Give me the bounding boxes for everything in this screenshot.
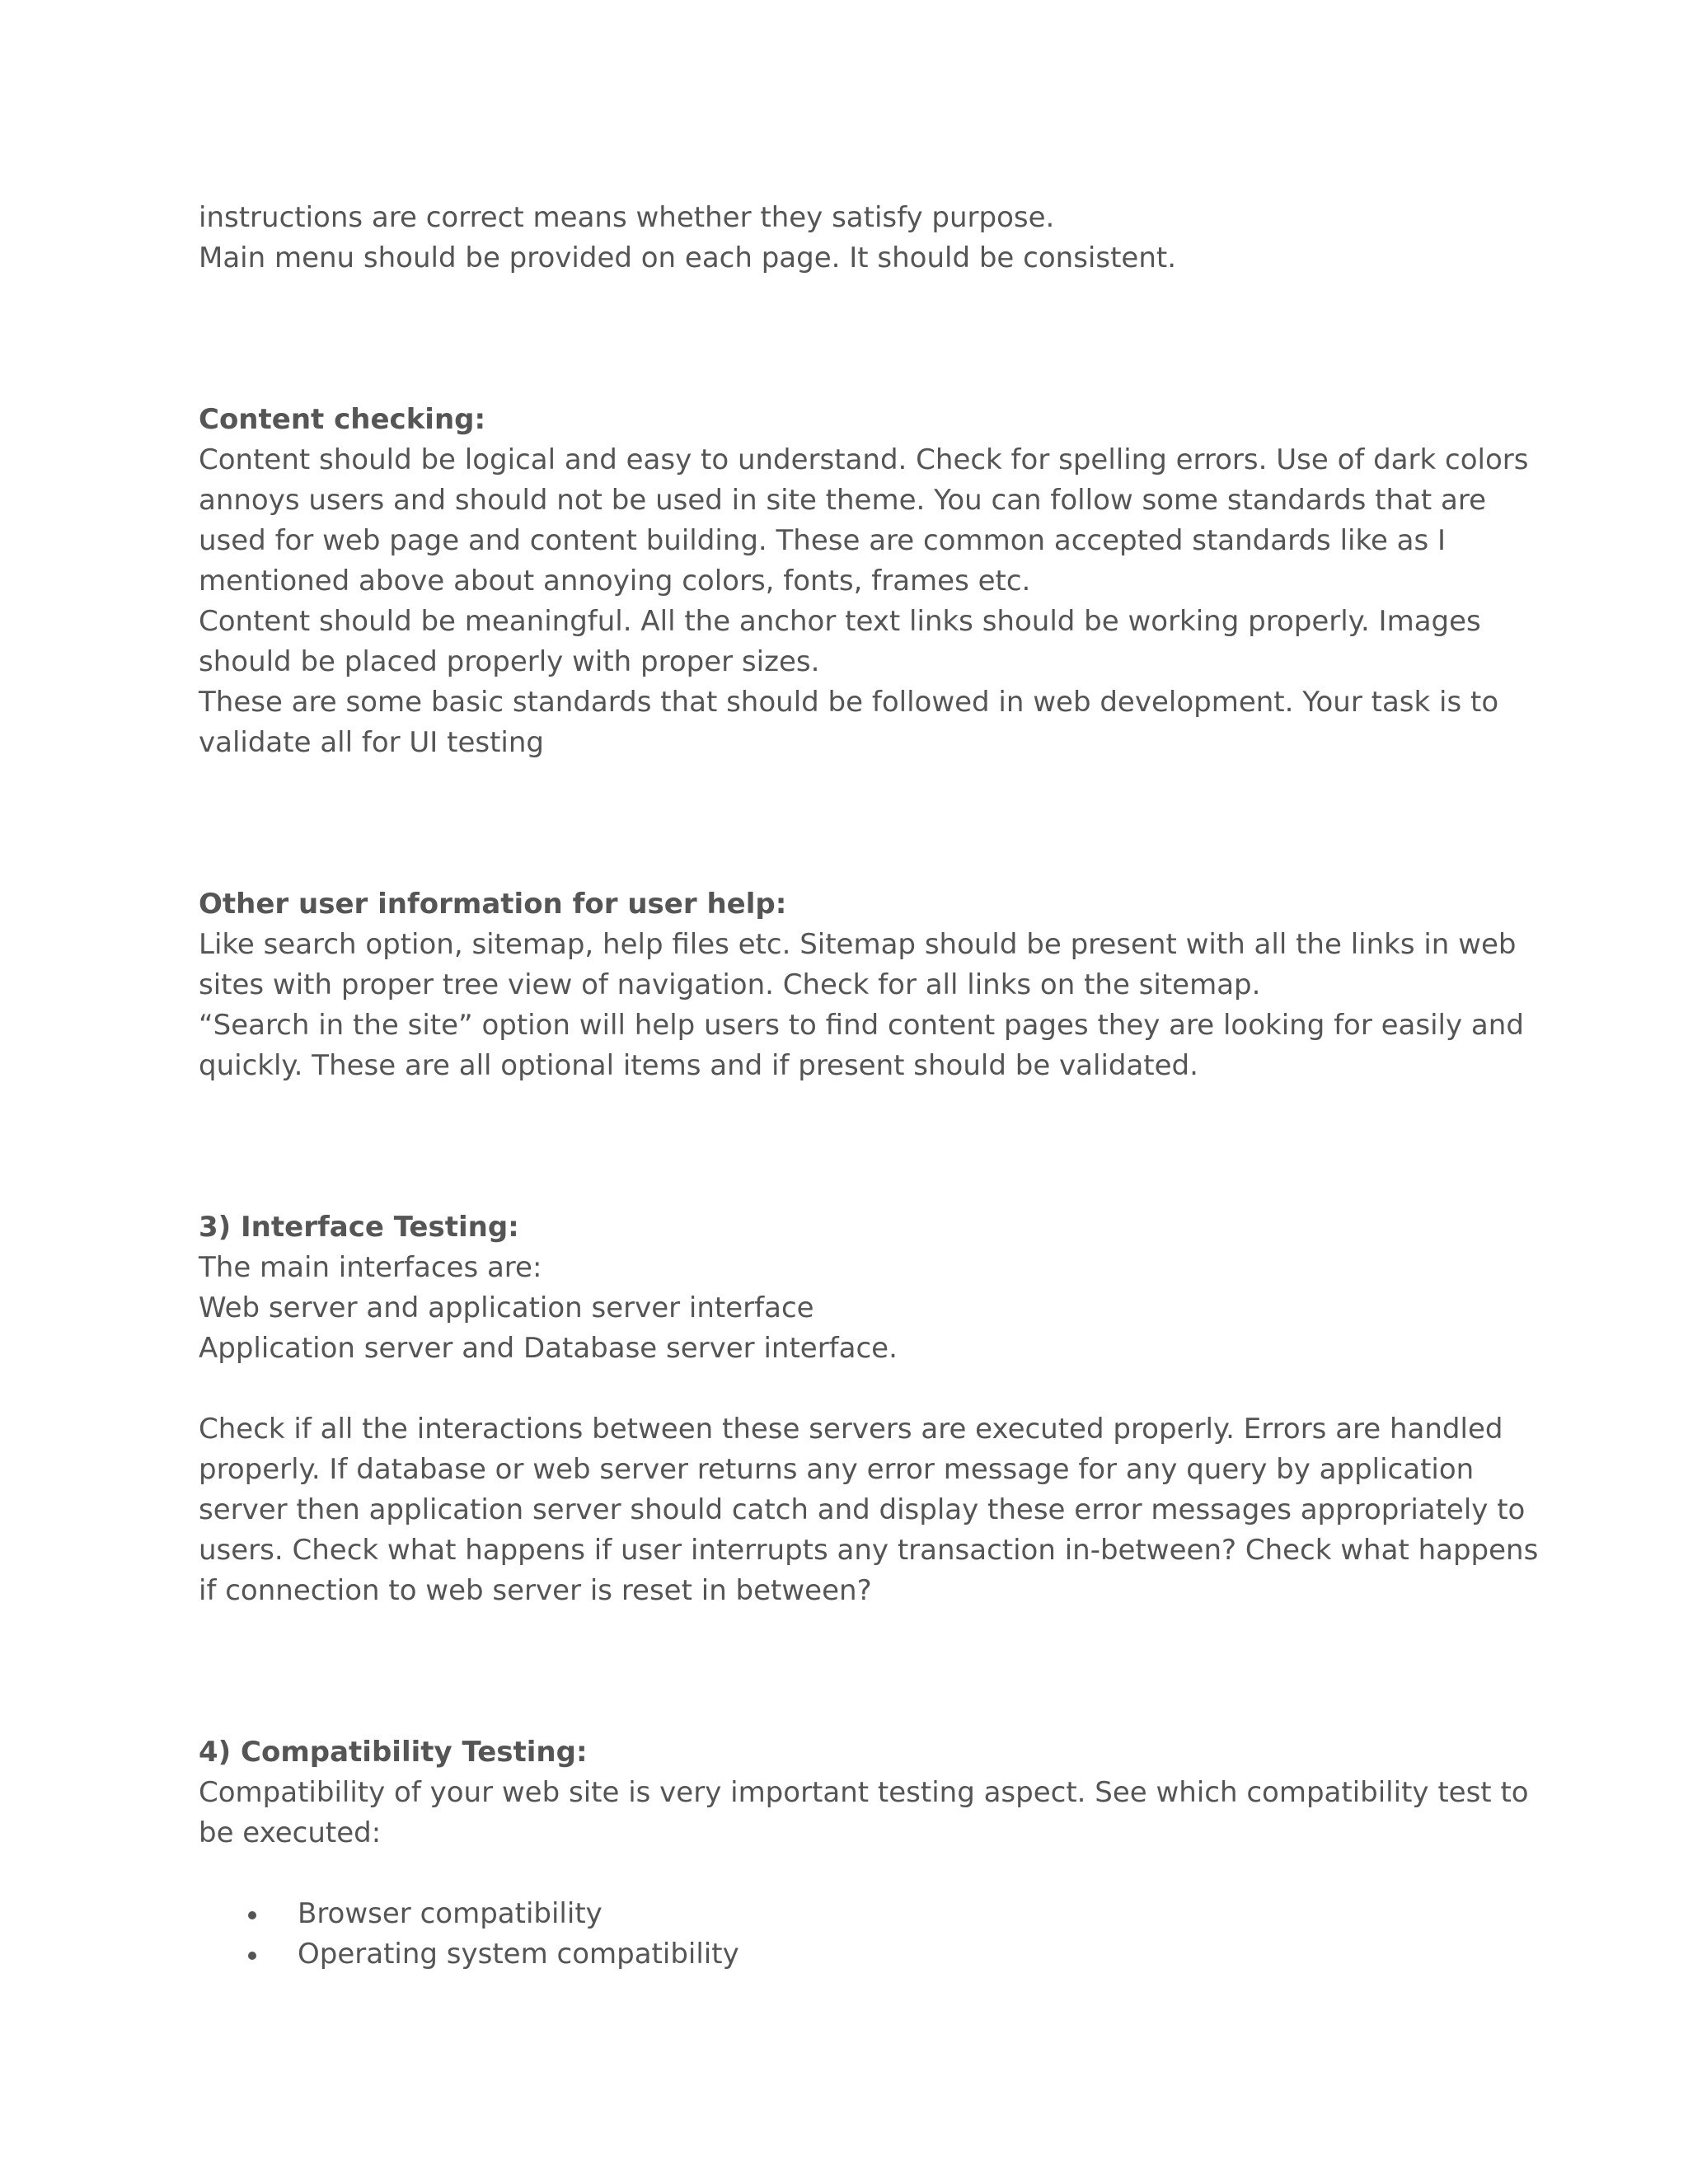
body-text-line: Web server and application server interface [199,1291,814,1324]
body-text-line: used for web page and content building. These are common accepted standards like as I [199,524,1447,557]
section-heading: Content checking: [199,403,486,436]
body-text-line: Compatibility of your web site is very important testing aspect. See which compatibility test to [199,1776,1529,1809]
user-help-section [199,884,1524,1086]
list-item [199,1894,1493,1934]
body-text-line: Application server and Database server interface. [199,1332,898,1365]
body-text-line: sites with proper tree view of navigation. Check for all links on the sitemap. [199,968,1261,1001]
body-text-line: instructions are correct means whether they satisfy purpose. [199,201,1055,234]
body-text-line: Like search option, sitemap, help files etc. Sitemap should be present with all the links in web [199,928,1517,961]
body-text-line: Main menu should be provided on each page. It should be consistent. [199,241,1177,274]
list-item-text: Operating system compatibility [298,1938,739,1971]
section-spacer [199,279,1493,400]
body-text-line: Content should be meaningful. All the anchor text links should be working properly. Images [199,605,1481,638]
section-spacer [199,763,1493,884]
body-text-line: Content should be logical and easy to understand. Check for spelling errors. Use of dark colors [199,443,1529,476]
body-text-line: users. Check what happens if user interrupts any transaction in-between? Check what happens [199,1534,1539,1567]
content-checking-section [199,400,1529,763]
list-item [199,1934,1493,1975]
section-spacer [199,1611,1493,1732]
body-text-line: be executed: [199,1816,382,1849]
paragraph-spacer [199,1369,1493,1409]
body-text-line: server then application server should catch and display these error messages appropriately to [199,1493,1526,1526]
body-text-line: should be placed properly with proper sizes. [199,645,820,678]
body-text-line: quickly. These are all optional items and if present should be validated. [199,1049,1198,1082]
body-text-line: validate all for UI testing [199,726,545,759]
intro-section [199,198,1493,279]
bullet-list [199,1894,1493,1975]
section-heading: 3) Interface Testing: [199,1211,519,1244]
section-heading: Other user information for user help: [199,888,787,921]
body-text-line: annoys users and should not be used in site theme. You can follow some standards that are [199,484,1487,517]
body-text-line: The main interfaces are: [199,1251,542,1284]
bullet-icon [248,1911,256,1919]
bullet-icon [248,1952,256,1960]
body-text-line: mentioned above about annoying colors, fonts, frames etc. [199,565,1031,598]
body-text-line: if connection to web server is reset in between? [199,1574,872,1607]
interface-testing-section [199,1207,1539,1611]
compatibility-testing-section [199,1732,1529,1975]
body-text-line: These are some basic standards that should be followed in web development. Your task is to [199,686,1499,719]
body-text-line: properly. If database or web server returns any error message for any query by application [199,1453,1475,1486]
body-text-line: Check if all the interactions between these servers are executed properly. Errors are handled [199,1413,1503,1446]
section-heading: 4) Compatibility Testing: [199,1736,588,1769]
document-body [199,198,1539,1975]
list-item-text: Browser compatibility [298,1897,603,1930]
paragraph-spacer [199,1854,1493,1894]
section-spacer [199,1086,1493,1207]
body-text-line: “Search in the site” option will help users to find content pages they are looking for easily and [199,1009,1524,1042]
